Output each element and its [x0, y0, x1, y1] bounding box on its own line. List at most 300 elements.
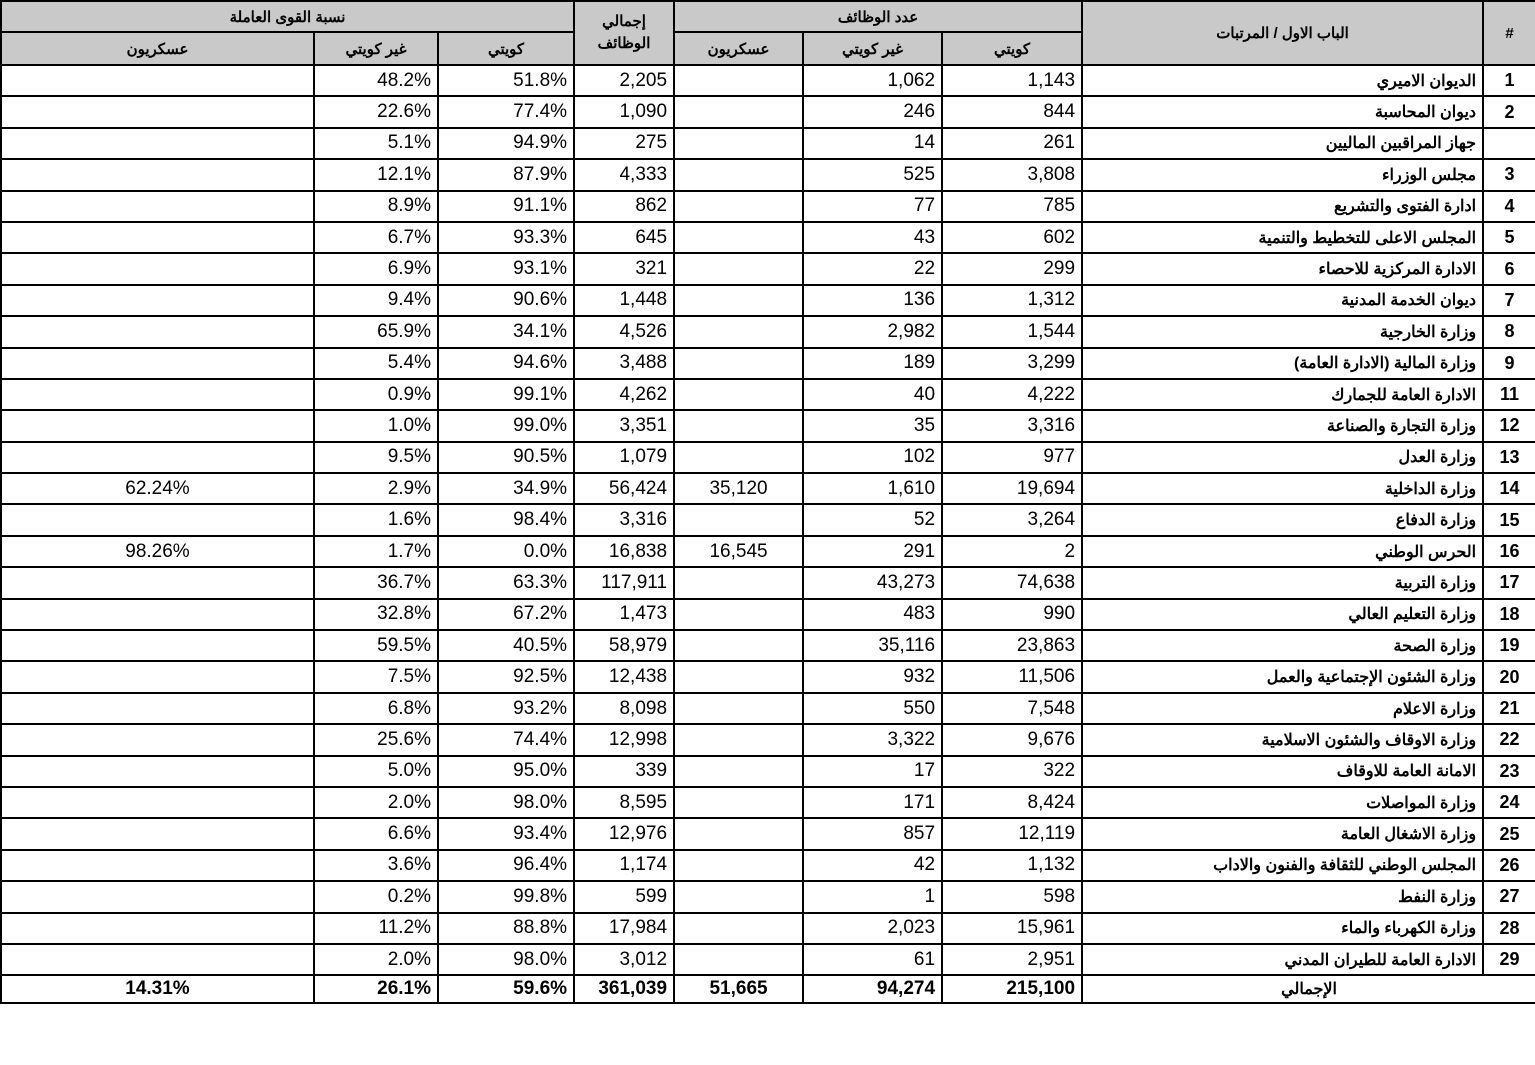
index-cell: 16	[1483, 536, 1535, 567]
military-count-cell	[674, 599, 803, 630]
index-cell: 29	[1483, 944, 1535, 975]
kuwaiti-count-cell: 1,132	[942, 850, 1082, 881]
kuwaiti-count-cell: 322	[942, 756, 1082, 787]
kuwaiti-count-cell: 1,312	[942, 285, 1082, 316]
military-pct-cell	[1, 599, 314, 630]
military-pct-cell	[1, 410, 314, 441]
entity-name-cell: وزارة النفط	[1082, 881, 1483, 912]
military-pct-cell	[1, 630, 314, 661]
kuwaiti-pct-cell: 99.8%	[438, 881, 574, 912]
non-kuwaiti-pct-cell: 5.1%	[314, 128, 438, 159]
non-kuwaiti-pct-cell: 22.6%	[314, 96, 438, 127]
kuwaiti-count-cell: 7,548	[942, 693, 1082, 724]
total-jobs-cell: 645	[574, 222, 674, 253]
military-pct-cell	[1, 661, 314, 692]
military-count-cell	[674, 913, 803, 944]
entity-name-cell: وزارة الكهرباء والماء	[1082, 913, 1483, 944]
military-pct-cell	[1, 159, 314, 190]
kuwaiti-pct-cell: 90.5%	[438, 442, 574, 473]
table-row	[1, 65, 1535, 96]
table-row	[1, 787, 1535, 818]
index-cell: 18	[1483, 599, 1535, 630]
header-kuwaiti-pct: كويتي	[438, 32, 574, 65]
entity-name-cell: وزارة المالية (الادارة العامة)	[1082, 348, 1483, 379]
non-kuwaiti-pct-cell: 0.9%	[314, 379, 438, 410]
index-cell: 24	[1483, 787, 1535, 818]
military-pct-cell	[1, 724, 314, 755]
total-jobs-cell: 3,351	[574, 410, 674, 441]
non-kuwaiti-count-cell: 17	[803, 756, 942, 787]
header-index: #	[1483, 1, 1535, 65]
non-kuwaiti-pct-cell: 6.8%	[314, 693, 438, 724]
index-cell: 17	[1483, 567, 1535, 598]
military-pct-cell	[1, 818, 314, 849]
entity-name-cell: الادارة المركزية للاحصاء	[1082, 253, 1483, 284]
military-count-cell	[674, 222, 803, 253]
total-jobs-cell: 117,911	[574, 567, 674, 598]
table-row	[1, 442, 1535, 473]
non-kuwaiti-count-cell: 246	[803, 96, 942, 127]
kuwaiti-pct-cell: 98.4%	[438, 504, 574, 535]
table-row	[1, 159, 1535, 190]
index-cell: 6	[1483, 253, 1535, 284]
index-cell: 4	[1483, 191, 1535, 222]
military-pct-cell	[1, 253, 314, 284]
table-row	[1, 536, 1535, 567]
table-row	[1, 818, 1535, 849]
total-row	[1, 975, 1535, 1003]
kuwaiti-count-cell: 1,143	[942, 65, 1082, 96]
kuwaiti-pct-cell: 98.0%	[438, 787, 574, 818]
non-kuwaiti-count-cell: 189	[803, 348, 942, 379]
non-kuwaiti-pct-cell: 3.6%	[314, 850, 438, 881]
entity-name-cell: وزارة الشئون الإجتماعية والعمل	[1082, 661, 1483, 692]
non-kuwaiti-count-cell: 932	[803, 661, 942, 692]
kuwaiti-pct-cell: 87.9%	[438, 159, 574, 190]
total-jobs-cell: 3,488	[574, 348, 674, 379]
index-cell: 11	[1483, 379, 1535, 410]
table-row	[1, 630, 1535, 661]
non-kuwaiti-count-cell: 102	[803, 442, 942, 473]
table-row	[1, 724, 1535, 755]
military-pct-cell	[1, 285, 314, 316]
kuwaiti-count-cell: 3,264	[942, 504, 1082, 535]
total-jobs-cell: 1,473	[574, 599, 674, 630]
table-row	[1, 756, 1535, 787]
military-count-cell	[674, 756, 803, 787]
table-row	[1, 567, 1535, 598]
military-count-cell	[674, 881, 803, 912]
non-kuwaiti-count-cell: 483	[803, 599, 942, 630]
military-pct-cell: 14.31%	[1, 975, 314, 1003]
non-kuwaiti-pct-cell: 25.6%	[314, 724, 438, 755]
military-count-cell	[674, 285, 803, 316]
military-pct-cell	[1, 881, 314, 912]
kuwaiti-count-cell: 9,676	[942, 724, 1082, 755]
total-jobs-cell: 3,316	[574, 504, 674, 535]
kuwaiti-count-cell: 2,951	[942, 944, 1082, 975]
kuwaiti-pct-cell: 88.8%	[438, 913, 574, 944]
military-count-cell	[674, 316, 803, 347]
non-kuwaiti-count-cell: 171	[803, 787, 942, 818]
total-jobs-cell: 4,526	[574, 316, 674, 347]
non-kuwaiti-count-cell: 40	[803, 379, 942, 410]
entity-name-cell: الحرس الوطني	[1082, 536, 1483, 567]
entity-name-cell: وزارة التجارة والصناعة	[1082, 410, 1483, 441]
military-count-cell	[674, 159, 803, 190]
total-jobs-cell: 1,174	[574, 850, 674, 881]
non-kuwaiti-pct-cell: 5.0%	[314, 756, 438, 787]
kuwaiti-pct-cell: 63.3%	[438, 567, 574, 598]
kuwaiti-count-cell: 598	[942, 881, 1082, 912]
table-row	[1, 913, 1535, 944]
non-kuwaiti-pct-cell: 0.2%	[314, 881, 438, 912]
kuwaiti-count-cell: 602	[942, 222, 1082, 253]
military-pct-cell	[1, 128, 314, 159]
non-kuwaiti-pct-cell: 5.4%	[314, 348, 438, 379]
military-pct-cell	[1, 693, 314, 724]
index-cell: 9	[1483, 348, 1535, 379]
total-jobs-cell: 8,098	[574, 693, 674, 724]
military-pct-cell	[1, 787, 314, 818]
military-count-cell: 51,665	[674, 975, 803, 1003]
non-kuwaiti-count-cell: 61	[803, 944, 942, 975]
header-kuwaiti-count: كويتي	[942, 32, 1082, 65]
non-kuwaiti-count-cell: 525	[803, 159, 942, 190]
kuwaiti-pct-cell: 95.0%	[438, 756, 574, 787]
index-cell: 22	[1483, 724, 1535, 755]
entity-name-cell: الإجمالي	[1082, 975, 1535, 1003]
non-kuwaiti-count-cell: 22	[803, 253, 942, 284]
index-cell: 21	[1483, 693, 1535, 724]
non-kuwaiti-pct-cell: 2.9%	[314, 473, 438, 504]
table-body	[1, 65, 1535, 1003]
military-pct-cell	[1, 379, 314, 410]
military-count-cell	[674, 442, 803, 473]
non-kuwaiti-count-cell: 291	[803, 536, 942, 567]
military-pct-cell	[1, 96, 314, 127]
total-jobs-cell: 16,838	[574, 536, 674, 567]
military-count-cell	[674, 128, 803, 159]
non-kuwaiti-pct-cell: 48.2%	[314, 65, 438, 96]
military-count-cell	[674, 348, 803, 379]
non-kuwaiti-pct-cell: 32.8%	[314, 599, 438, 630]
total-jobs-cell: 8,595	[574, 787, 674, 818]
non-kuwaiti-pct-cell: 11.2%	[314, 913, 438, 944]
military-count-cell	[674, 661, 803, 692]
kuwaiti-count-cell: 1,544	[942, 316, 1082, 347]
table-row	[1, 285, 1535, 316]
non-kuwaiti-count-cell: 3,322	[803, 724, 942, 755]
total-jobs-cell: 1,448	[574, 285, 674, 316]
header-military-count: عسكريون	[674, 32, 803, 65]
non-kuwaiti-count-cell: 43,273	[803, 567, 942, 598]
military-count-cell	[674, 379, 803, 410]
kuwaiti-count-cell: 8,424	[942, 787, 1082, 818]
table-row	[1, 191, 1535, 222]
header-section: الباب الاول / المرتبات	[1082, 1, 1483, 65]
index-cell: 23	[1483, 756, 1535, 787]
military-pct-cell	[1, 191, 314, 222]
total-jobs-cell: 4,262	[574, 379, 674, 410]
header-military-pct: عسكريون	[1, 32, 314, 65]
military-count-cell: 16,545	[674, 536, 803, 567]
kuwaiti-pct-cell: 34.9%	[438, 473, 574, 504]
index-cell: 14	[1483, 473, 1535, 504]
total-jobs-cell: 4,333	[574, 159, 674, 190]
total-jobs-cell: 862	[574, 191, 674, 222]
non-kuwaiti-count-cell: 1	[803, 881, 942, 912]
kuwaiti-pct-cell: 93.3%	[438, 222, 574, 253]
index-cell: 25	[1483, 818, 1535, 849]
total-jobs-cell: 2,205	[574, 65, 674, 96]
kuwaiti-pct-cell: 99.1%	[438, 379, 574, 410]
entity-name-cell: وزارة الاوقاف والشئون الاسلامية	[1082, 724, 1483, 755]
total-jobs-cell: 1,090	[574, 96, 674, 127]
military-pct-cell	[1, 850, 314, 881]
table-row	[1, 850, 1535, 881]
index-cell: 13	[1483, 442, 1535, 473]
index-cell: 2	[1483, 96, 1535, 127]
table-row	[1, 253, 1535, 284]
entity-name-cell: وزارة العدل	[1082, 442, 1483, 473]
entity-name-cell: الادارة العامة للجمارك	[1082, 379, 1483, 410]
header-total-jobs: إجمالي الوظائف	[574, 1, 674, 65]
index-cell: 26	[1483, 850, 1535, 881]
military-count-cell: 35,120	[674, 473, 803, 504]
kuwaiti-count-cell: 261	[942, 128, 1082, 159]
non-kuwaiti-count-cell: 2,982	[803, 316, 942, 347]
non-kuwaiti-count-cell: 35,116	[803, 630, 942, 661]
kuwaiti-pct-cell: 93.2%	[438, 693, 574, 724]
kuwaiti-pct-cell: 40.5%	[438, 630, 574, 661]
non-kuwaiti-count-cell: 1,062	[803, 65, 942, 96]
non-kuwaiti-pct-cell: 8.9%	[314, 191, 438, 222]
index-cell: 28	[1483, 913, 1535, 944]
total-jobs-cell: 599	[574, 881, 674, 912]
entity-name-cell: مجلس الوزراء	[1082, 159, 1483, 190]
table-row	[1, 881, 1535, 912]
kuwaiti-count-cell: 990	[942, 599, 1082, 630]
non-kuwaiti-pct-cell: 9.5%	[314, 442, 438, 473]
header-non-kuwaiti-count: غير كويتي	[803, 32, 942, 65]
military-count-cell	[674, 253, 803, 284]
non-kuwaiti-pct-cell: 1.0%	[314, 410, 438, 441]
military-count-cell	[674, 850, 803, 881]
non-kuwaiti-pct-cell: 2.0%	[314, 787, 438, 818]
military-pct-cell	[1, 442, 314, 473]
kuwaiti-pct-cell: 74.4%	[438, 724, 574, 755]
entity-name-cell: ديوان الخدمة المدنية	[1082, 285, 1483, 316]
kuwaiti-pct-cell: 93.1%	[438, 253, 574, 284]
total-jobs-cell: 1,079	[574, 442, 674, 473]
military-count-cell	[674, 944, 803, 975]
military-count-cell	[674, 724, 803, 755]
index-cell: 20	[1483, 661, 1535, 692]
military-count-cell	[674, 65, 803, 96]
kuwaiti-count-cell: 12,119	[942, 818, 1082, 849]
kuwaiti-count-cell: 2	[942, 536, 1082, 567]
header-job-count: عدد الوظائف	[674, 1, 1082, 32]
military-count-cell	[674, 410, 803, 441]
non-kuwaiti-pct-cell: 6.9%	[314, 253, 438, 284]
table-row	[1, 348, 1535, 379]
non-kuwaiti-count-cell: 43	[803, 222, 942, 253]
total-jobs-cell: 56,424	[574, 473, 674, 504]
military-pct-cell	[1, 222, 314, 253]
non-kuwaiti-count-cell: 136	[803, 285, 942, 316]
non-kuwaiti-count-cell: 35	[803, 410, 942, 441]
entity-name-cell: الادارة العامة للطيران المدني	[1082, 944, 1483, 975]
non-kuwaiti-count-cell: 2,023	[803, 913, 942, 944]
kuwaiti-pct-cell: 77.4%	[438, 96, 574, 127]
total-jobs-cell: 3,012	[574, 944, 674, 975]
index-cell: 19	[1483, 630, 1535, 661]
military-pct-cell	[1, 756, 314, 787]
index-cell: 12	[1483, 410, 1535, 441]
kuwaiti-count-cell: 74,638	[942, 567, 1082, 598]
non-kuwaiti-pct-cell: 1.7%	[314, 536, 438, 567]
entity-name-cell: جهاز المراقبين الماليين	[1082, 128, 1483, 159]
military-pct-cell	[1, 348, 314, 379]
total-jobs-cell: 17,984	[574, 913, 674, 944]
index-cell	[1483, 128, 1535, 159]
military-count-cell	[674, 818, 803, 849]
table-row	[1, 96, 1535, 127]
non-kuwaiti-count-cell: 77	[803, 191, 942, 222]
kuwaiti-count-cell: 4,222	[942, 379, 1082, 410]
kuwaiti-count-cell: 19,694	[942, 473, 1082, 504]
kuwaiti-pct-cell: 94.9%	[438, 128, 574, 159]
military-pct-cell: 62.24%	[1, 473, 314, 504]
military-count-cell	[674, 567, 803, 598]
non-kuwaiti-count-cell: 1,610	[803, 473, 942, 504]
table-row	[1, 128, 1535, 159]
total-jobs-cell: 12,998	[574, 724, 674, 755]
kuwaiti-pct-cell: 98.0%	[438, 944, 574, 975]
kuwaiti-pct-cell: 51.8%	[438, 65, 574, 96]
non-kuwaiti-pct-cell: 6.7%	[314, 222, 438, 253]
non-kuwaiti-pct-cell: 7.5%	[314, 661, 438, 692]
kuwaiti-pct-cell: 34.1%	[438, 316, 574, 347]
kuwaiti-pct-cell: 90.6%	[438, 285, 574, 316]
index-cell: 7	[1483, 285, 1535, 316]
table-row	[1, 599, 1535, 630]
non-kuwaiti-count-cell: 42	[803, 850, 942, 881]
table-row	[1, 316, 1535, 347]
table-row	[1, 222, 1535, 253]
entity-name-cell: الامانة العامة للاوقاف	[1082, 756, 1483, 787]
military-count-cell	[674, 693, 803, 724]
total-jobs-cell: 339	[574, 756, 674, 787]
kuwaiti-pct-cell: 93.4%	[438, 818, 574, 849]
entity-name-cell: ادارة الفتوى والتشريع	[1082, 191, 1483, 222]
non-kuwaiti-pct-cell: 6.6%	[314, 818, 438, 849]
non-kuwaiti-count-cell: 94,274	[803, 975, 942, 1003]
total-jobs-cell: 275	[574, 128, 674, 159]
total-jobs-cell: 58,979	[574, 630, 674, 661]
kuwaiti-pct-cell: 0.0%	[438, 536, 574, 567]
entity-name-cell: وزارة التربية	[1082, 567, 1483, 598]
military-count-cell	[674, 191, 803, 222]
entity-name-cell: وزارة المواصلات	[1082, 787, 1483, 818]
total-jobs-cell: 361,039	[574, 975, 674, 1003]
index-cell: 5	[1483, 222, 1535, 253]
kuwaiti-count-cell: 215,100	[942, 975, 1082, 1003]
non-kuwaiti-count-cell: 857	[803, 818, 942, 849]
military-pct-cell	[1, 65, 314, 96]
military-pct-cell	[1, 944, 314, 975]
kuwaiti-count-cell: 11,506	[942, 661, 1082, 692]
table-row	[1, 410, 1535, 441]
entity-name-cell: وزارة الاشغال العامة	[1082, 818, 1483, 849]
kuwaiti-pct-cell: 94.6%	[438, 348, 574, 379]
non-kuwaiti-pct-cell: 59.5%	[314, 630, 438, 661]
entity-name-cell: وزارة الدفاع	[1082, 504, 1483, 535]
table-row	[1, 944, 1535, 975]
kuwaiti-pct-cell: 96.4%	[438, 850, 574, 881]
non-kuwaiti-count-cell: 550	[803, 693, 942, 724]
index-cell: 8	[1483, 316, 1535, 347]
kuwaiti-count-cell: 23,863	[942, 630, 1082, 661]
entity-name-cell: ديوان المحاسبة	[1082, 96, 1483, 127]
non-kuwaiti-count-cell: 52	[803, 504, 942, 535]
table-row	[1, 661, 1535, 692]
index-cell: 27	[1483, 881, 1535, 912]
kuwaiti-count-cell: 977	[942, 442, 1082, 473]
kuwaiti-pct-cell: 59.6%	[438, 975, 574, 1003]
entity-name-cell: وزارة الداخلية	[1082, 473, 1483, 504]
header-workforce-ratio: نسبة القوى العاملة	[1, 1, 574, 32]
non-kuwaiti-pct-cell: 65.9%	[314, 316, 438, 347]
entity-name-cell: وزارة الصحة	[1082, 630, 1483, 661]
total-jobs-cell: 321	[574, 253, 674, 284]
military-count-cell	[674, 504, 803, 535]
military-pct-cell	[1, 913, 314, 944]
total-jobs-cell: 12,438	[574, 661, 674, 692]
military-count-cell	[674, 787, 803, 818]
military-count-cell	[674, 630, 803, 661]
entity-name-cell: المجلس الاعلى للتخطيط والتنمية	[1082, 222, 1483, 253]
index-cell: 3	[1483, 159, 1535, 190]
kuwaiti-count-cell: 844	[942, 96, 1082, 127]
non-kuwaiti-pct-cell: 36.7%	[314, 567, 438, 598]
kuwaiti-pct-cell: 91.1%	[438, 191, 574, 222]
non-kuwaiti-pct-cell: 26.1%	[314, 975, 438, 1003]
index-cell: 15	[1483, 504, 1535, 535]
non-kuwaiti-pct-cell: 2.0%	[314, 944, 438, 975]
military-pct-cell	[1, 567, 314, 598]
non-kuwaiti-pct-cell: 12.1%	[314, 159, 438, 190]
kuwaiti-count-cell: 3,808	[942, 159, 1082, 190]
military-count-cell	[674, 96, 803, 127]
table-row	[1, 504, 1535, 535]
entity-name-cell: الديوان الاميري	[1082, 65, 1483, 96]
military-pct-cell	[1, 504, 314, 535]
military-pct-cell: 98.26%	[1, 536, 314, 567]
kuwaiti-pct-cell: 67.2%	[438, 599, 574, 630]
non-kuwaiti-pct-cell: 1.6%	[314, 504, 438, 535]
non-kuwaiti-pct-cell: 9.4%	[314, 285, 438, 316]
entity-name-cell: وزارة الاعلام	[1082, 693, 1483, 724]
header-non-kuwaiti-pct: غير كويتي	[314, 32, 438, 65]
entity-name-cell: المجلس الوطني للثقافة والفنون والاداب	[1082, 850, 1483, 881]
total-jobs-cell: 12,976	[574, 818, 674, 849]
kuwaiti-pct-cell: 99.0%	[438, 410, 574, 441]
kuwaiti-count-cell: 3,316	[942, 410, 1082, 441]
kuwaiti-count-cell: 785	[942, 191, 1082, 222]
non-kuwaiti-count-cell: 14	[803, 128, 942, 159]
